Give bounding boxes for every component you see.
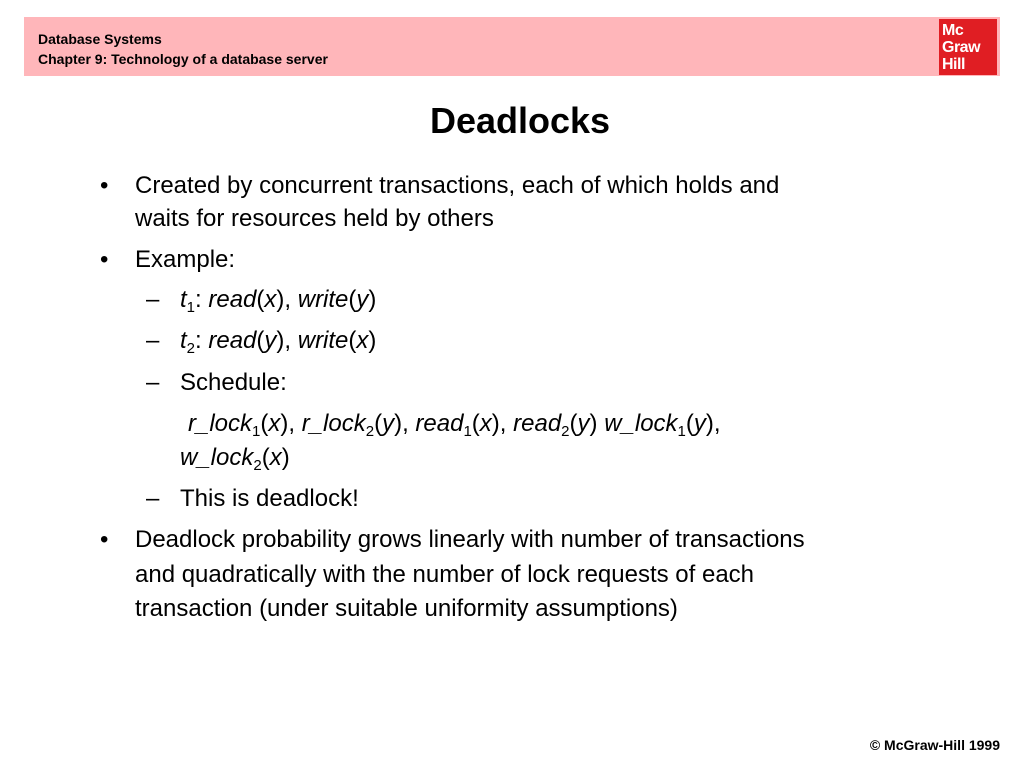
bullet-1-glyph: • [100, 172, 109, 199]
schedule-line-2: w_lock$_2$(x) [180, 444, 290, 474]
mcgraw-hill-logo [939, 19, 997, 75]
sub-4-dash: – [146, 485, 160, 512]
bullet-3-line-2: and quadratically with the number of lock requests of each [135, 561, 755, 588]
sub-3-dash: – [146, 369, 160, 396]
bullet-1-line-2: waits for resources held by others [135, 205, 494, 232]
bullet-3-glyph: • [100, 526, 109, 553]
bullet-3-line-3: transaction (under suitable uniformity assumptions) [135, 595, 678, 622]
chapter-title: Chapter 9: Technology of a database server [38, 51, 328, 67]
deadlock-note: This is deadlock! [180, 485, 359, 512]
copyright-footer: © McGraw-Hill 1999 [869, 737, 1000, 753]
slide-title: Deadlocks [429, 100, 611, 141]
sub-2-dash: – [146, 327, 160, 354]
bullet-3-line-1: Deadlock probability grows linearly with number of transactions [135, 526, 805, 553]
course-title: Database Systems [38, 31, 162, 47]
logo-line-graw: Graw [942, 38, 981, 56]
bullet-2-glyph: • [100, 246, 109, 273]
transaction-t2: $t_2$: read(y), write(x) [180, 327, 377, 357]
schedule-line-1: r_lock$_1$(x), r_lock$_2$(y), read$_1$(x), read$_2$(y) w_lock$_1$(y), [188, 410, 721, 440]
logo-line-hill: Hill [942, 55, 965, 73]
bullet-2-text: Example: [135, 246, 236, 273]
schedule-label: Schedule: [180, 369, 287, 396]
logo-line-mc: Mc [942, 21, 964, 39]
transaction-t1: $t_1$: read(x), write(y) [180, 286, 377, 316]
bullet-1-line-1: Created by concurrent transactions, each of which holds and [135, 172, 780, 199]
sub-1-dash: – [146, 286, 160, 313]
header-text [38, 29, 328, 69]
header-band [24, 17, 1000, 76]
